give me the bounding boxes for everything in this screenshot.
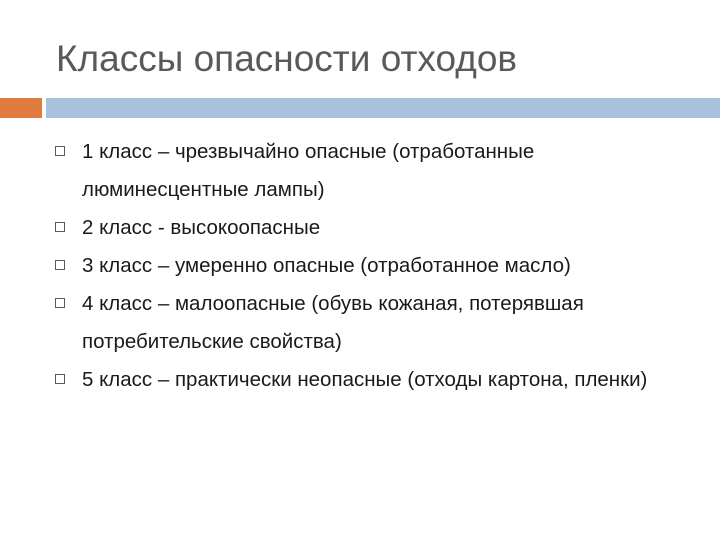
square-outline-icon: [55, 298, 65, 308]
bullet-text-2: 2 класс - высокоопасные: [82, 216, 321, 239]
bullet-text-5: 5 класс – практически неопасные (отходы картона, пленки): [82, 368, 648, 391]
bullet-list: [52, 133, 692, 399]
square-outline-icon: [55, 374, 65, 384]
square-outline-icon: [55, 222, 65, 232]
title-divider-bar: [46, 98, 720, 118]
bullet-text-1: 1 класс – чрезвычайно опасные (отработанные люминесцентные лампы): [82, 140, 535, 201]
slide-title: Классы опасности отходов: [56, 38, 518, 79]
bullet-text-3: 3 класс – умеренно опасные (отработанное масло): [82, 254, 571, 277]
bullet-text-4: 4 класс – малоопасные (обувь кожаная, потерявшая потребительские свойства): [82, 292, 584, 353]
bullet-item-1: [52, 133, 692, 209]
bullet-item-2: [52, 209, 692, 247]
bullet-item-4: [52, 285, 692, 361]
title-accent-bar: [0, 98, 42, 118]
bullet-item-5: [52, 361, 692, 399]
square-outline-icon: [55, 146, 65, 156]
square-outline-icon: [55, 260, 65, 270]
bullet-item-3: [52, 247, 692, 285]
